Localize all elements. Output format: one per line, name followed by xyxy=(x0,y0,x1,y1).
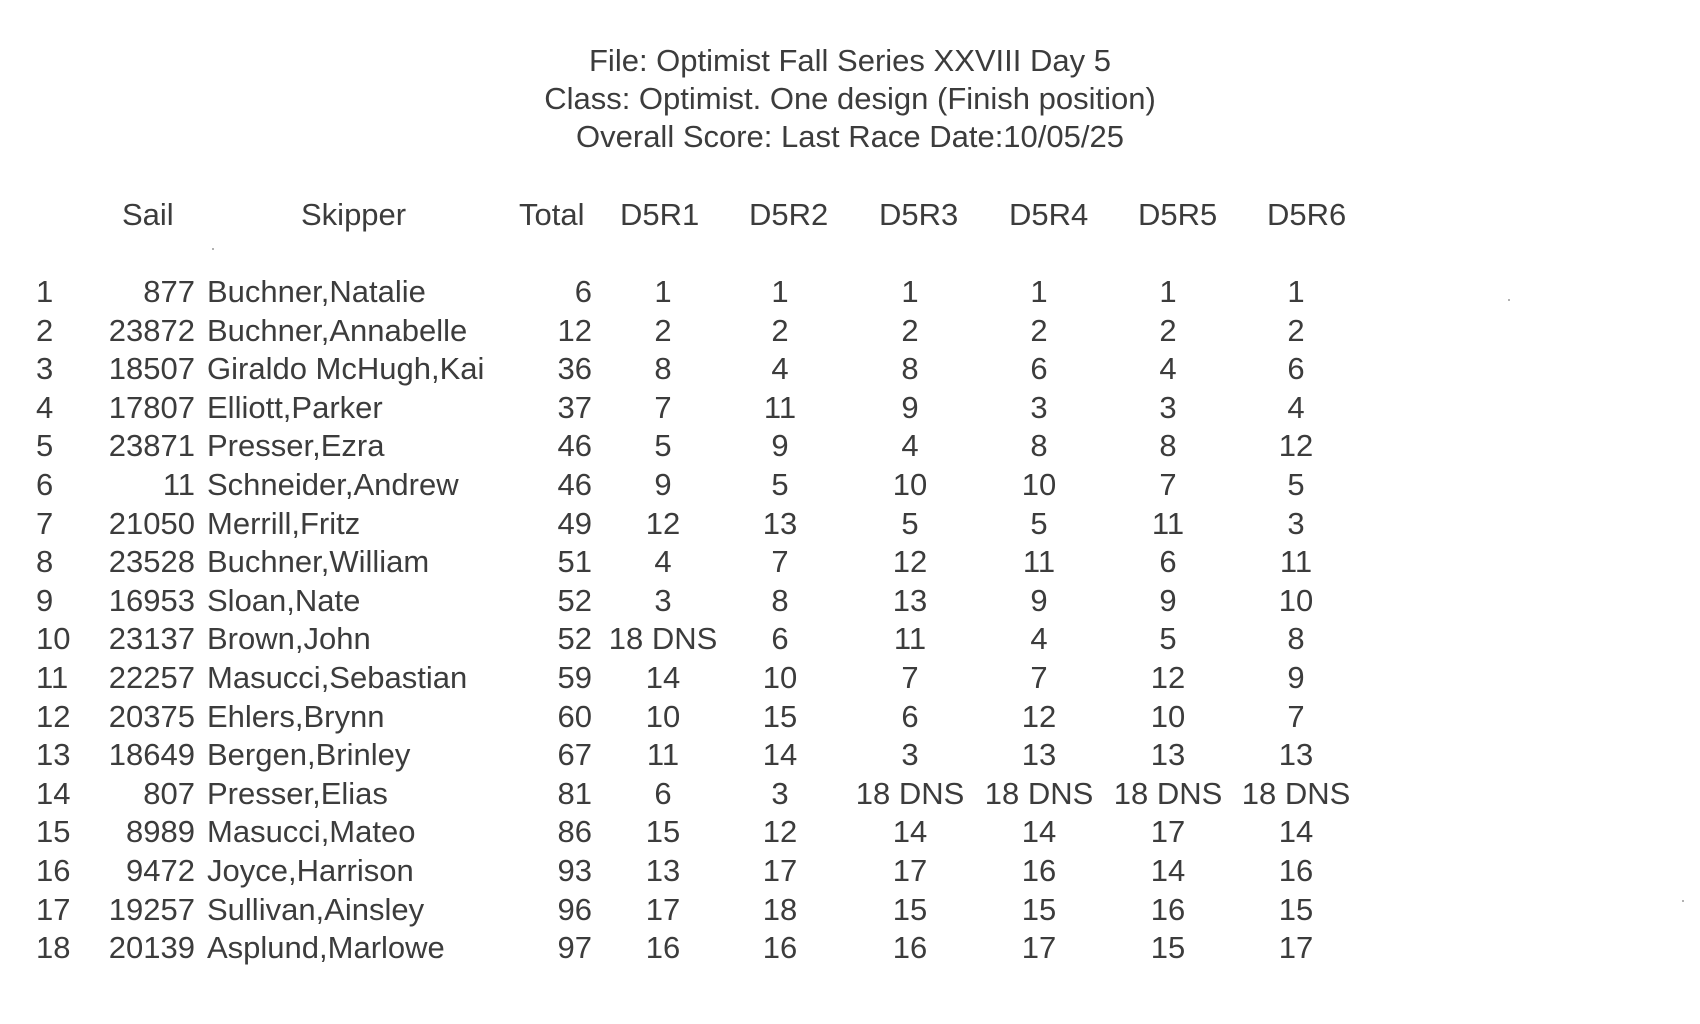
scan-speck xyxy=(1682,900,1684,902)
header-race-4: D5R4 xyxy=(1009,197,1089,232)
sail-number-cell: 16953 xyxy=(108,582,195,618)
total-score-cell: 93 xyxy=(557,852,592,888)
race-3-cell: 14 xyxy=(892,814,928,850)
skipper-name-cell: Bergen,Brinley xyxy=(207,737,411,773)
race-2-cell: 7 xyxy=(771,544,789,580)
race-2-cell: 11 xyxy=(763,389,797,425)
sail-number-cell: 18507 xyxy=(108,351,195,387)
scan-speck xyxy=(1508,299,1510,301)
race-4-cell: 3 xyxy=(1030,389,1048,425)
place-cell: 18 xyxy=(36,930,71,966)
race-4-cell: 9 xyxy=(1030,582,1048,618)
sail-number-cell: 807 xyxy=(143,775,195,811)
total-score-cell: 59 xyxy=(557,659,592,695)
file-title: File: Optimist Fall Series XXVIII Day 5 xyxy=(589,43,1111,78)
total-score-cell: 97 xyxy=(557,930,592,966)
table-row xyxy=(0,813,1700,852)
race-4-cell: 2 xyxy=(1030,312,1048,348)
header-skipper: Skipper xyxy=(301,197,407,232)
skipper-name-cell: Buchner,William xyxy=(207,544,430,580)
race-1-cell: 5 xyxy=(654,428,672,464)
skipper-name-cell: Brown,John xyxy=(207,621,371,657)
skipper-name-cell: Asplund,Marlowe xyxy=(207,930,445,966)
skipper-name-cell: Ehlers,Brynn xyxy=(207,698,385,734)
race-3-cell: 17 xyxy=(892,852,928,888)
race-1-cell: 14 xyxy=(645,659,681,695)
table-row xyxy=(0,273,1700,312)
race-4-cell: 16 xyxy=(1021,852,1057,888)
race-1-cell: 16 xyxy=(645,930,681,966)
race-6-cell: 5 xyxy=(1287,466,1305,502)
race-3-cell: 8 xyxy=(901,351,919,387)
race-5-cell: 3 xyxy=(1159,389,1177,425)
race-3-cell: 3 xyxy=(901,737,919,773)
table-row xyxy=(0,775,1700,814)
race-1-cell: 2 xyxy=(654,312,672,348)
table-row xyxy=(0,582,1700,621)
header-race-3: D5R3 xyxy=(879,197,959,232)
score-title: Overall Score: Last Race Date:10/05/25 xyxy=(576,119,1124,154)
race-5-cell: 7 xyxy=(1159,466,1177,502)
skipper-name-cell: Merrill,Fritz xyxy=(207,505,361,541)
race-3-cell: 7 xyxy=(901,659,919,695)
title-block xyxy=(0,42,1700,156)
race-3-cell: 9 xyxy=(901,389,919,425)
race-4-cell: 1 xyxy=(1030,274,1048,309)
race-6-cell: 17 xyxy=(1278,930,1314,966)
table-row xyxy=(0,620,1700,659)
race-1-cell: 15 xyxy=(645,814,681,850)
race-5-cell: 12 xyxy=(1150,659,1186,695)
table-row xyxy=(0,659,1700,698)
race-1-cell: 9 xyxy=(654,466,672,502)
skipper-name-cell: Elliott,Parker xyxy=(207,389,383,425)
race-2-cell: 14 xyxy=(762,737,798,773)
place-cell: 5 xyxy=(36,428,54,464)
header-race-6: D5R6 xyxy=(1267,197,1347,232)
race-1-cell: 11 xyxy=(646,737,680,773)
race-1-cell: 4 xyxy=(654,544,672,580)
place-cell: 6 xyxy=(36,466,54,502)
race-6-cell: 14 xyxy=(1278,814,1314,850)
sail-number-cell: 20139 xyxy=(108,930,195,966)
race-6-cell: 2 xyxy=(1287,312,1305,348)
race-4-cell: 8 xyxy=(1030,428,1048,464)
race-5-cell: 4 xyxy=(1159,351,1177,387)
race-5-cell: 13 xyxy=(1150,737,1186,773)
total-score-cell: 46 xyxy=(557,466,592,502)
race-6-cell: 4 xyxy=(1287,389,1305,425)
race-2-cell: 4 xyxy=(771,351,789,387)
skipper-name-cell: Presser,Ezra xyxy=(207,428,385,464)
skipper-name-cell: Joyce,Harrison xyxy=(207,852,414,888)
header-race-1: D5R1 xyxy=(620,197,700,232)
sail-number-cell: 22257 xyxy=(108,659,195,695)
race-4-cell: 17 xyxy=(1021,930,1057,966)
race-3-cell: 12 xyxy=(892,544,928,580)
race-5-cell: 11 xyxy=(1151,505,1185,541)
table-row xyxy=(0,891,1700,930)
total-score-cell: 52 xyxy=(557,582,592,618)
total-score-cell: 96 xyxy=(557,891,592,927)
table-row xyxy=(0,312,1700,351)
sail-number-cell: 18649 xyxy=(108,737,195,773)
sail-number-cell: 23872 xyxy=(108,312,195,348)
race-3-cell: 16 xyxy=(892,930,928,966)
race-4-cell: 5 xyxy=(1030,505,1048,541)
race-2-cell: 16 xyxy=(762,930,798,966)
place-cell: 15 xyxy=(36,814,71,850)
place-cell: 2 xyxy=(36,312,54,348)
total-score-cell: 81 xyxy=(557,775,592,811)
race-5-cell: 6 xyxy=(1159,544,1177,580)
race-3-cell: 2 xyxy=(901,312,919,348)
sail-number-cell: 20375 xyxy=(108,698,195,734)
sail-number-cell: 23137 xyxy=(108,621,195,657)
place-cell: 16 xyxy=(36,852,71,888)
place-cell: 12 xyxy=(36,698,71,734)
race-6-cell: 3 xyxy=(1287,505,1305,541)
race-3-cell: 11 xyxy=(893,621,927,657)
header-total: Total xyxy=(519,197,585,232)
total-score-cell: 49 xyxy=(557,505,592,541)
table-row xyxy=(0,505,1700,544)
place-cell: 8 xyxy=(36,544,54,580)
place-cell: 14 xyxy=(36,775,71,811)
place-cell: 1 xyxy=(36,274,54,309)
total-score-cell: 60 xyxy=(557,698,592,734)
total-score-cell: 36 xyxy=(557,351,592,387)
race-4-cell: 14 xyxy=(1021,814,1057,850)
race-3-cell: 10 xyxy=(892,466,928,502)
race-6-cell: 1 xyxy=(1287,274,1305,309)
table-row xyxy=(0,466,1700,505)
race-2-cell: 17 xyxy=(762,852,798,888)
race-1-cell: 12 xyxy=(645,505,681,541)
table-row xyxy=(0,852,1700,891)
total-score-cell: 12 xyxy=(557,312,592,348)
race-6-cell: 13 xyxy=(1278,737,1314,773)
race-4-cell: 10 xyxy=(1021,466,1057,502)
results-table xyxy=(0,273,1700,968)
race-6-cell: 11 xyxy=(1279,544,1313,580)
total-score-cell: 67 xyxy=(557,737,592,773)
race-5-cell: 2 xyxy=(1159,312,1177,348)
race-3-cell: 18 DNS xyxy=(855,775,965,811)
race-2-cell: 3 xyxy=(771,775,789,811)
race-6-cell: 7 xyxy=(1287,698,1305,734)
race-4-cell: 12 xyxy=(1021,698,1057,734)
sail-number-cell: 17807 xyxy=(108,389,195,425)
race-2-cell: 18 xyxy=(762,891,798,927)
place-cell: 7 xyxy=(36,505,54,541)
scan-speck xyxy=(212,248,214,250)
race-1-cell: 3 xyxy=(654,582,672,618)
sail-number-cell: 877 xyxy=(143,274,195,309)
skipper-name-cell: Masucci,Mateo xyxy=(207,814,416,850)
race-1-cell: 17 xyxy=(645,891,681,927)
race-2-cell: 1 xyxy=(771,274,789,309)
race-6-cell: 15 xyxy=(1278,891,1314,927)
table-row xyxy=(0,543,1700,582)
race-3-cell: 15 xyxy=(892,891,928,927)
race-1-cell: 6 xyxy=(654,775,672,811)
race-1-cell: 18 DNS xyxy=(608,621,718,657)
place-cell: 9 xyxy=(36,582,54,618)
race-2-cell: 5 xyxy=(771,466,789,502)
race-2-cell: 10 xyxy=(762,659,798,695)
race-2-cell: 15 xyxy=(762,698,798,734)
race-3-cell: 5 xyxy=(901,505,919,541)
skipper-name-cell: Buchner,Natalie xyxy=(207,274,426,309)
race-6-cell: 16 xyxy=(1278,852,1314,888)
race-4-cell: 11 xyxy=(1022,544,1056,580)
total-score-cell: 6 xyxy=(574,274,592,309)
place-cell: 10 xyxy=(36,621,71,657)
race-1-cell: 13 xyxy=(645,852,681,888)
race-3-cell: 13 xyxy=(892,582,928,618)
race-2-cell: 13 xyxy=(762,505,798,541)
total-score-cell: 46 xyxy=(557,428,592,464)
race-1-cell: 7 xyxy=(654,389,672,425)
race-5-cell: 18 DNS xyxy=(1113,775,1223,811)
race-2-cell: 6 xyxy=(771,621,789,657)
race-5-cell: 1 xyxy=(1159,274,1177,309)
place-cell: 11 xyxy=(36,659,69,695)
race-2-cell: 2 xyxy=(771,312,789,348)
table-row xyxy=(0,698,1700,737)
skipper-name-cell: Sloan,Nate xyxy=(207,582,361,618)
race-5-cell: 14 xyxy=(1150,852,1186,888)
race-4-cell: 13 xyxy=(1021,737,1057,773)
skipper-name-cell: Sullivan,Ainsley xyxy=(207,891,425,927)
table-row xyxy=(0,736,1700,775)
race-5-cell: 8 xyxy=(1159,428,1177,464)
race-1-cell: 8 xyxy=(654,351,672,387)
table-row xyxy=(0,929,1700,968)
table-row xyxy=(0,389,1700,428)
race-3-cell: 6 xyxy=(901,698,919,734)
race-2-cell: 12 xyxy=(762,814,798,850)
race-6-cell: 9 xyxy=(1287,659,1305,695)
race-4-cell: 18 DNS xyxy=(984,775,1094,811)
race-4-cell: 15 xyxy=(1021,891,1057,927)
total-score-cell: 51 xyxy=(557,544,592,580)
header-race-5: D5R5 xyxy=(1138,197,1218,232)
header-race-2: D5R2 xyxy=(749,197,829,232)
race-5-cell: 9 xyxy=(1159,582,1177,618)
race-5-cell: 16 xyxy=(1150,891,1186,927)
race-2-cell: 9 xyxy=(771,428,789,464)
table-row xyxy=(0,427,1700,466)
race-1-cell: 1 xyxy=(654,274,672,309)
sail-number-cell: 11 xyxy=(162,466,195,502)
race-2-cell: 8 xyxy=(771,582,789,618)
race-3-cell: 4 xyxy=(901,428,919,464)
skipper-name-cell: Presser,Elias xyxy=(207,775,388,811)
sail-number-cell: 21050 xyxy=(108,505,195,541)
race-5-cell: 10 xyxy=(1150,698,1186,734)
race-4-cell: 6 xyxy=(1030,351,1048,387)
race-4-cell: 7 xyxy=(1030,659,1048,695)
skipper-name-cell: Masucci,Sebastian xyxy=(207,659,468,695)
total-score-cell: 37 xyxy=(557,389,592,425)
total-score-cell: 52 xyxy=(557,621,592,657)
place-cell: 13 xyxy=(36,737,71,773)
sail-number-cell: 23528 xyxy=(108,544,195,580)
race-6-cell: 12 xyxy=(1278,428,1314,464)
race-6-cell: 6 xyxy=(1287,351,1305,387)
race-6-cell: 10 xyxy=(1278,582,1314,618)
sail-number-cell: 19257 xyxy=(108,891,195,927)
skipper-name-cell: Giraldo McHugh,Kai xyxy=(207,351,485,387)
skipper-name-cell: Schneider,Andrew xyxy=(207,466,459,502)
sail-number-cell: 9472 xyxy=(126,852,195,888)
race-5-cell: 15 xyxy=(1150,930,1186,966)
skipper-name-cell: Buchner,Annabelle xyxy=(207,312,468,348)
race-1-cell: 10 xyxy=(645,698,681,734)
place-cell: 4 xyxy=(36,389,54,425)
race-4-cell: 4 xyxy=(1030,621,1048,657)
place-cell: 17 xyxy=(36,891,71,927)
race-5-cell: 5 xyxy=(1159,621,1177,657)
table-row xyxy=(0,350,1700,389)
header-sail: Sail xyxy=(122,197,174,232)
race-5-cell: 17 xyxy=(1150,814,1186,850)
total-score-cell: 86 xyxy=(557,814,592,850)
place-cell: 3 xyxy=(36,351,54,387)
sail-number-cell: 8989 xyxy=(126,814,195,850)
sail-number-cell: 23871 xyxy=(108,428,195,464)
race-6-cell: 18 DNS xyxy=(1241,775,1351,811)
race-6-cell: 8 xyxy=(1287,621,1305,657)
race-3-cell: 1 xyxy=(901,274,919,309)
class-title: Class: Optimist. One design (Finish position) xyxy=(544,81,1156,116)
